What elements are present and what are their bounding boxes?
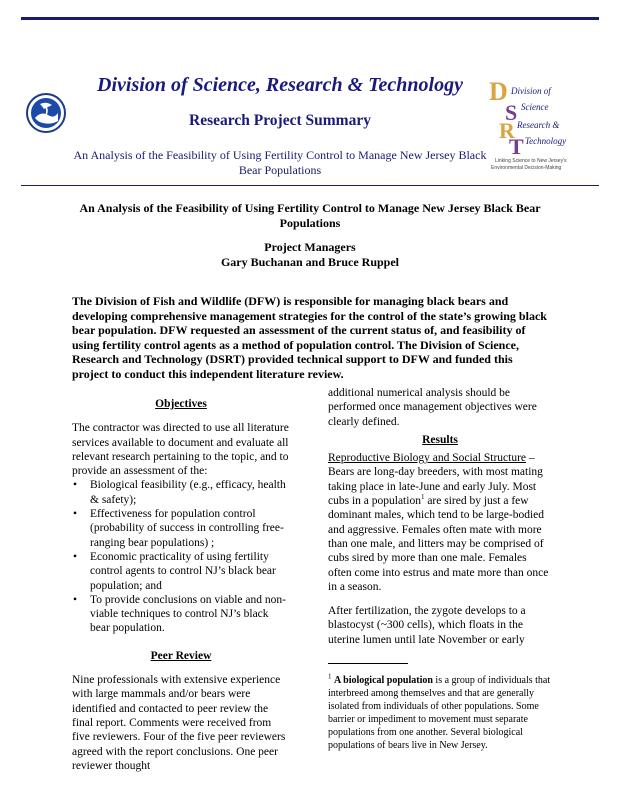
- document-title: An Analysis of the Feasibility of Using Fertility Control to Manage New Jersey Black Bear Populations: [79, 201, 541, 230]
- results-text-b: are sired by just a few dominant males, which tend to be large-bodied and aggressive. Females often mate with more than one male, and litters may be comprised of cubs sired by more than one male. Females often come into estrus and mate more than once in a season.: [328, 495, 549, 593]
- top-rule: [21, 17, 599, 20]
- left-column: [72, 397, 290, 773]
- objective-item: • To provide conclusions on viable and non-viable techniques to control NJ’s black bear population.: [90, 593, 290, 636]
- objectives-list: [72, 478, 290, 635]
- results-paragraph-1: [328, 451, 552, 594]
- right-column: [328, 386, 552, 752]
- results-paragraph-2: After fertilization, the zygote develops to a blastocyst (~300 cells), which floats in the uterine lumen until late November or early: [328, 605, 526, 646]
- abstract-paragraph: The Division of Fish and Wildlife (DFW) is responsible for managing black bears and developing comprehensive management strategies for the control of the state’s growing black bear population. DFW requested an assessment of the current status of, and feasibility of using fertility control agents as a method of population control. The Division of Science, Research and Technology (DSRT) provided technical support to DFW and funded this project to conduct this independent literature review.: [72, 294, 547, 381]
- objective-item: • Effectiveness for population control (probability of success in controlling free-ranging bear populations) ;: [90, 507, 290, 550]
- results-subheading: Reproductive Biology and Social Structure: [328, 452, 527, 465]
- peer-review-heading: Peer Review: [150, 649, 212, 662]
- objective-item: • Economic practicality of using fertility control agents to control NJ’s black bear population; and: [90, 550, 290, 593]
- dsrt-tagline-1: Linking Science to New Jersey's: [495, 158, 567, 164]
- dsrt-tagline-2: Environmental Decision-Making: [491, 165, 562, 171]
- dsrt-line-technology: Technology: [525, 136, 567, 146]
- division-title: Division of Science, Research & Technology: [97, 74, 463, 96]
- footnote-divider: [328, 663, 408, 664]
- managers-heading: Project Managers: [264, 240, 356, 254]
- dsrt-line-division: Division of: [511, 86, 551, 96]
- objectives-intro: The contractor was directed to use all literature services available to document and evaluate all relevant research pertaining to the topic, and to provide an assessment of the:: [72, 422, 289, 478]
- project-managers: [60, 240, 560, 269]
- managers-names: Gary Buchanan and Bruce Ruppel: [220, 254, 400, 269]
- footnote-text: is a group of individuals that interbreed among themselves and that are generally isolated from individuals of other populations. Some barrier or impediment to movement must separate populations from one another. Several biological populations of bears live in New Jersey.: [328, 675, 551, 752]
- dsrt-logo: [487, 76, 597, 172]
- dsrt-line-research: Research &: [517, 120, 560, 130]
- header-description: An Analysis of the Feasibility of Using Fertility Control to Manage New Jersey Black Bear Populations: [73, 148, 487, 177]
- footnote-term: A biological population: [334, 675, 433, 687]
- dsrt-letter-s: S: [505, 100, 518, 125]
- footnote-ref: 1: [420, 493, 425, 502]
- header-divider: [21, 185, 599, 186]
- results-heading: Results: [422, 433, 458, 446]
- results-text-a: – Bears are long-day breeders, with most mating taking place in late-June and early July. Most cubs in a population: [328, 452, 543, 508]
- peer-review-continued: additional numerical analysis should be performed once management objectives were clearly defined.: [328, 387, 537, 428]
- footnote-marker: 1: [328, 672, 332, 681]
- peer-review-text: Nine professionals with extensive experience with large mammals and/or bears were identified and contacted to peer review the final report. Comments were received from five reviewers. Four of the five peer reviewers agreed with the report conclusions. One peer reviewer thought: [72, 674, 286, 772]
- dsrt-letter-d: D: [489, 77, 508, 106]
- footnote: [328, 674, 552, 752]
- dsrt-line-science: Science: [521, 102, 549, 112]
- dsrt-letter-r: R: [499, 118, 515, 143]
- njdep-seal-logo: [26, 93, 66, 133]
- summary-subtitle: Research Project Summary: [189, 112, 371, 129]
- objectives-heading: Objectives: [155, 398, 207, 410]
- dsrt-letter-t: T: [509, 134, 524, 159]
- objective-item: • Biological feasibility (e.g., efficacy, health & safety);: [90, 478, 290, 507]
